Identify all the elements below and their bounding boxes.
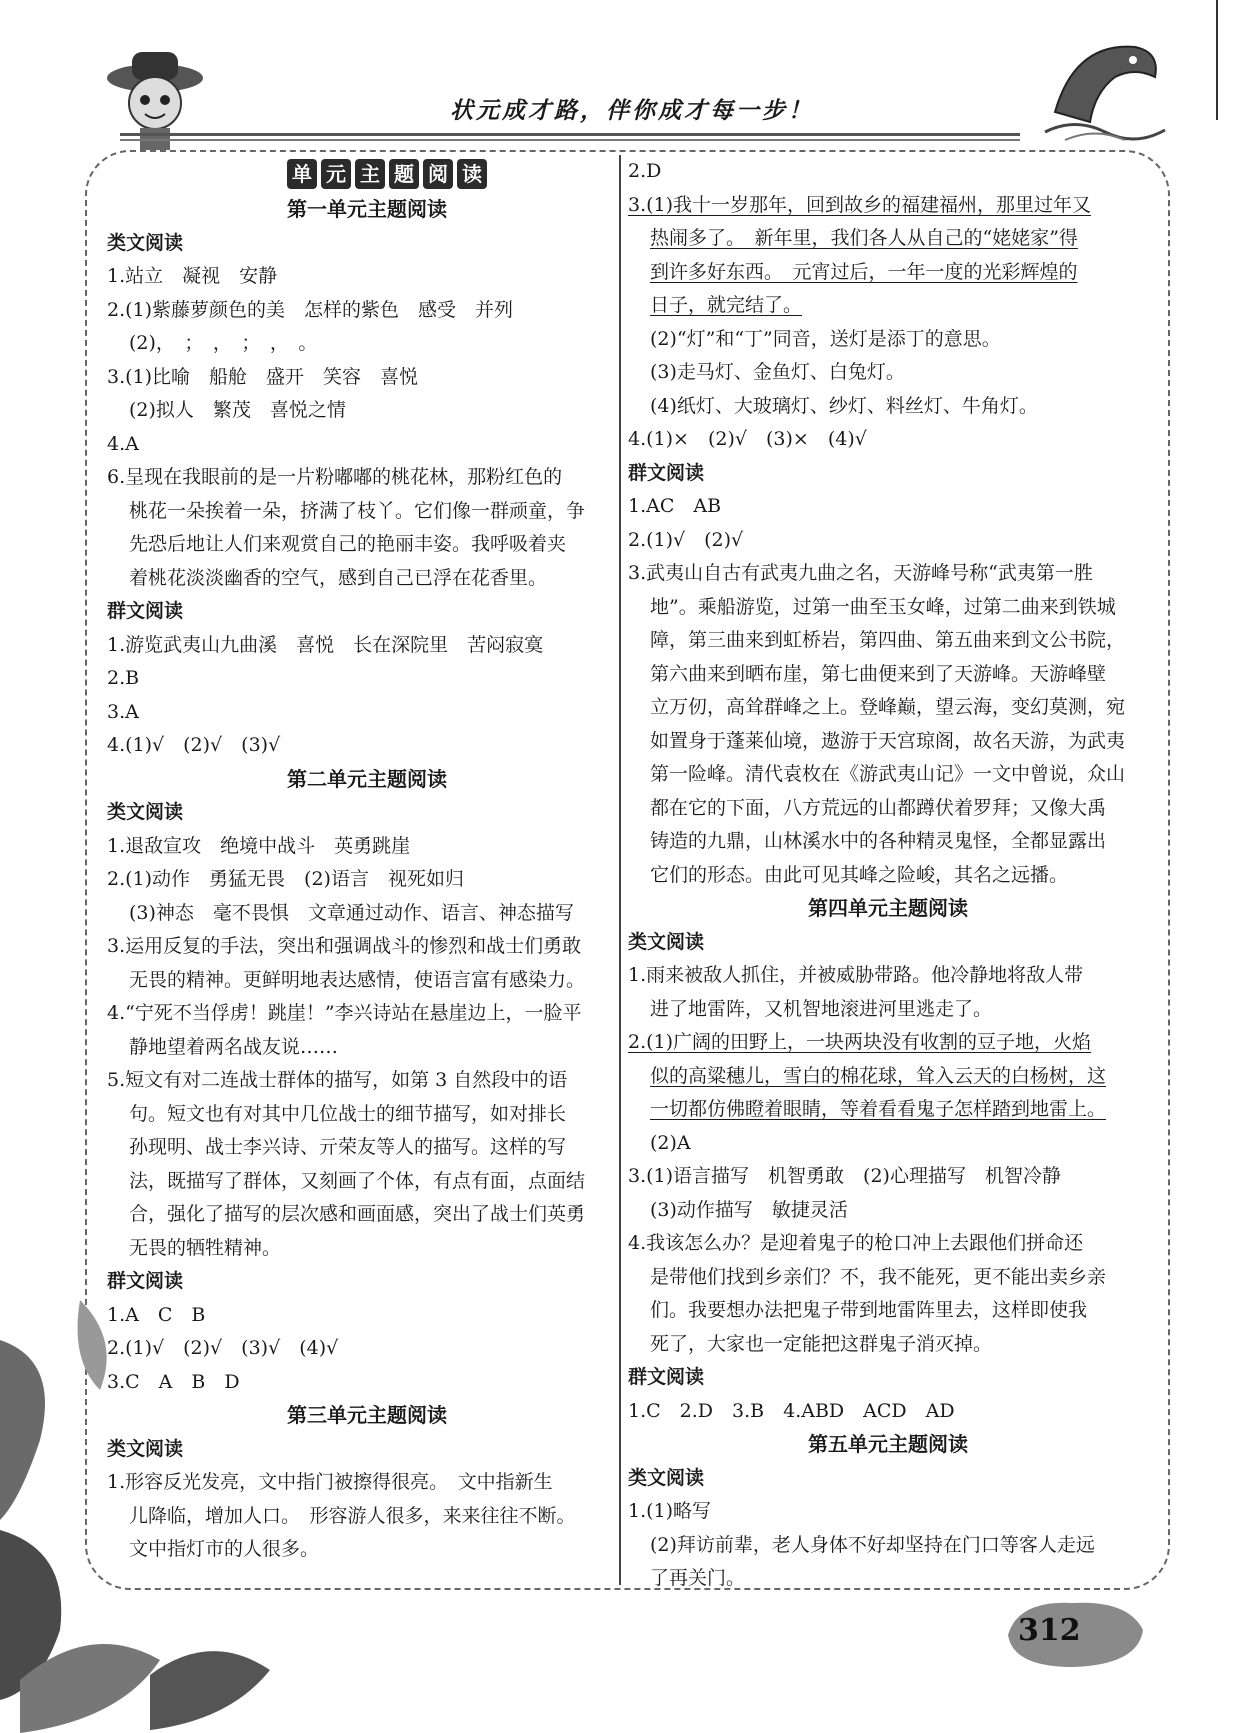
section-banner — [147, 155, 627, 193]
answer-line: 4.我该怎么办？是迎着鬼子的枪口冲上去跟他们拼命还 — [628, 1232, 1084, 1254]
section-subheading: 群文阅读 — [628, 461, 705, 484]
answer-line: 4.A — [107, 432, 139, 455]
banner-char: 阅 — [423, 159, 453, 189]
unit-heading: 第二单元主题阅读 — [287, 766, 447, 791]
header-slogan: 状元成才路，伴你成才每一步！ — [450, 97, 814, 124]
answer-line: 6.呈现在我眼前的是一片粉嘟嘟的桃花林，那粉红色的 — [107, 466, 563, 488]
answer-line: 3.武夷山自古有武夷九曲之名，天游峰号称“武夷第一胜 — [628, 562, 1093, 584]
unit-heading: 第一单元主题阅读 — [287, 197, 447, 221]
banner-char: 单 — [287, 159, 317, 189]
answer-continuation: 如置身于蓬莱仙境，遨游于天宫琼阁，故名天游，为武夷 — [650, 729, 1126, 752]
answer-continuation: 文中指灯市的人很多。 — [129, 1538, 320, 1560]
answer-continuation: 无畏的精神。更鲜明地表达感情，使语言富有感染力。 — [129, 968, 586, 991]
banner-char: 主 — [355, 159, 385, 189]
answer-continuation-underlined: 到许多好东西。 元宵过后，一年一度的光彩辉煌的 — [650, 260, 1078, 283]
answer-line: 4.“宁死不当俘虏！跳崖！”李兴诗站在悬崖边上，一脸平 — [107, 1002, 582, 1024]
answer-line: 2.D — [628, 160, 662, 182]
answer-continuation: (2)拟人 繁茂 喜悦之情 — [129, 399, 346, 421]
answer-line: 1.雨来被敌人抓住，并被威胁带路。他冷静地将敌人带 — [628, 964, 1084, 986]
answer-continuation: 第一险峰。清代袁枚在《游武夷山记》一文中曾说，众山 — [650, 763, 1126, 785]
answer-continuation: 立万仞，高耸群峰之上。登峰巅，望云海，变幻莫测，宛 — [650, 696, 1126, 718]
answer-line: 1.游览武夷山九曲溪 喜悦 长在深院里 苦闷寂寞 — [107, 633, 544, 656]
answer-continuation: (4)纸灯、大玻璃灯、纱灯、料丝灯、牛角灯。 — [650, 394, 1038, 417]
answer-continuation: 地”。乘船游览，过第一曲至玉女峰，过第二曲来到铁城 — [650, 595, 1116, 618]
answer-continuation: (2)， ； ， ； ， 。 — [129, 332, 318, 354]
header-rule-thin — [120, 139, 1020, 141]
answer-continuation: 法，既描写了群体，又刻画了个体，有点有面，点面结 — [129, 1169, 586, 1192]
answer-line: 3.(1)比喻 船舱 盛开 笑容 喜悦 — [107, 365, 419, 388]
section-subheading: 类文阅读 — [107, 1437, 184, 1460]
answer-line: 1.形容反光发亮，文中指门被擦得很亮。 文中指新生 — [107, 1471, 553, 1493]
answer-continuation: 孙现明、战士李兴诗、亓荣友等人的描写。这样的写 — [129, 1136, 567, 1158]
answer-line: 1.C 2.D 3.B 4.ABD ACD AD — [628, 1399, 955, 1422]
answer-continuation: 句。短文也有对其中几位战士的细节描写，如对排长 — [129, 1102, 567, 1125]
section-subheading: 群文阅读 — [107, 600, 184, 622]
answer-continuation: 都在它的下面，八方荒远的山都蹲伏着罗拜；又像大禹 — [650, 796, 1107, 819]
answer-continuation: (3)走马灯、金鱼灯、白兔灯。 — [650, 361, 905, 383]
answer-continuation-underlined: 热闹多了。 新年里，我们各人从自己的“姥姥家”得 — [650, 227, 1078, 249]
answer-continuation: 先恐后地让人们来观赏自己的艳丽丰姿。我呼吸着夹 — [129, 533, 567, 555]
section-subheading: 群文阅读 — [107, 1270, 184, 1292]
unit-heading: 第三单元主题阅读 — [287, 1403, 447, 1427]
banner-char: 读 — [457, 159, 487, 189]
section-subheading: 类文阅读 — [628, 930, 705, 953]
answer-line: 1.退敌宣攻 绝境中战斗 英勇跳崖 — [107, 834, 411, 857]
answer-continuation: (3)动作描写 敏捷灵活 — [650, 1198, 848, 1221]
answer-continuation: 它们的形态。由此可见其峰之险峻，其名之远播。 — [650, 863, 1069, 886]
right-lines — [628, 155, 1148, 1596]
answer-continuation: 是带他们找到乡亲们？不，我不能死，更不能出卖乡亲 — [650, 1265, 1107, 1288]
answer-continuation: 桃花一朵挨着一朵，挤满了枝丫。它们像一群顽童，争 — [129, 499, 586, 522]
section-subheading: 群文阅读 — [628, 1366, 705, 1388]
answer-continuation-underlined: 一切都仿佛瞪着眼睛，等着看看鬼子怎样踏到地雷上。 — [650, 1098, 1107, 1120]
banner-char: 题 — [389, 159, 419, 189]
unit-heading: 第五单元主题阅读 — [808, 1432, 968, 1456]
answer-line: 2.(1)√ (2)√ (3)√ (4)√ — [107, 1337, 339, 1359]
banner-char: 元 — [321, 159, 351, 189]
answer-line: 3.C A B D — [107, 1370, 240, 1393]
answer-line: 2.(1)√ (2)√ — [628, 528, 744, 551]
answer-line: 2.(1)动作 勇猛无畏 (2)语言 视死如归 — [107, 868, 464, 890]
section-subheading: 类文阅读 — [628, 1466, 705, 1489]
answer-continuation: (2)A — [650, 1131, 691, 1154]
answer-line: 1.(1)略写 — [628, 1500, 712, 1522]
answer-continuation: (2)拜访前辈，老人身体不好却坚持在门口等客人走远 — [650, 1533, 1095, 1556]
answer-continuation: (3)神态 毫不畏惧 文章通过动作、语言、神态描写 — [129, 901, 574, 924]
mascot-hat-character-icon — [100, 48, 210, 153]
answer-continuation: 儿降临，增加人口。 形容游人很多，来来往往不断。 — [129, 1504, 576, 1527]
answer-line: 2.B — [107, 667, 140, 689]
answer-continuation: 障，第三曲来到虹桥岩，第四曲、第五曲来到文公书院， — [650, 629, 1126, 651]
answer-line: 3.运用反复的手法，突出和强调战斗的惨烈和战士们勇敢 — [107, 935, 582, 957]
answer-line: 2.(1)紫藤萝颜色的美 怎样的紫色 感受 并列 — [107, 298, 514, 321]
answer-continuation: 静地望着两名战友说…… — [129, 1035, 339, 1058]
right-column — [628, 155, 1148, 1596]
answer-continuation: 们。我要想办法把鬼子带到地雷阵里去，这样即使我 — [650, 1299, 1088, 1321]
answer-continuation-underlined: 日子，就完结了。 — [650, 294, 803, 316]
answer-continuation: (2)“灯”和“丁”同音，送灯是添丁的意思。 — [650, 327, 1001, 350]
answer-continuation: 铸造的九鼎，山林溪水中的各种精灵鬼怪，全都显露出 — [650, 830, 1107, 852]
answer-line-underlined: 3.(1)我十一岁那年，回到故乡的福建福州，那里过年又 — [628, 193, 1092, 216]
page-number: 312 — [1018, 1613, 1081, 1648]
answer-line-underlined: 2.(1)广阔的田野上，一块两块没有收割的豆子地，火焰 — [628, 1031, 1092, 1053]
answer-line: 5.短文有对二连战士群体的描写，如第 3 自然段中的语 — [107, 1069, 568, 1091]
header-rule — [120, 133, 1020, 136]
answer-continuation-underlined: 似的高粱穗儿，雪白的棉花球，耸入云天的白杨树，这 — [650, 1064, 1107, 1087]
answer-line: 4.(1)√ (2)√ (3)√ — [107, 734, 281, 756]
answer-line: 1.AC AB — [628, 495, 722, 517]
answer-line: 4.(1)× (2)√ (3)× (4)√ — [628, 428, 867, 450]
section-subheading: 类文阅读 — [107, 801, 184, 823]
answer-continuation: 死了，大家也一定能把这群鬼子消灭掉。 — [650, 1332, 993, 1355]
answer-line: 1.A C B — [107, 1303, 206, 1326]
answer-continuation: 了再关门。 — [650, 1567, 746, 1589]
decorative-leaves-icon — [0, 1300, 330, 1733]
answer-continuation: 第六曲来到晒布崖，第七曲便来到了天游峰。天游峰壁 — [650, 662, 1107, 685]
unit-heading: 第四单元主题阅读 — [808, 896, 968, 920]
answer-line: 3.(1)语言描写 机智勇敢 (2)心理描写 机智冷静 — [628, 1165, 1061, 1187]
answer-continuation: 无畏的牺牲精神。 — [129, 1236, 282, 1259]
answer-line: 3.A — [107, 700, 139, 723]
dolphin-mascot-icon — [1035, 22, 1170, 147]
answer-continuation: 合，强化了描写的层次感和画面感，突出了战士们英勇 — [129, 1203, 586, 1225]
top-edge-line — [1216, 0, 1218, 120]
answer-continuation: 着桃花淡淡幽香的空气，感到自己已浮在花香里。 — [129, 566, 548, 589]
answer-continuation: 进了地雷阵，又机智地滚进河里逃走了。 — [650, 997, 993, 1020]
answer-line: 1.站立 凝视 安静 — [107, 265, 278, 287]
section-subheading: 类文阅读 — [107, 231, 184, 254]
